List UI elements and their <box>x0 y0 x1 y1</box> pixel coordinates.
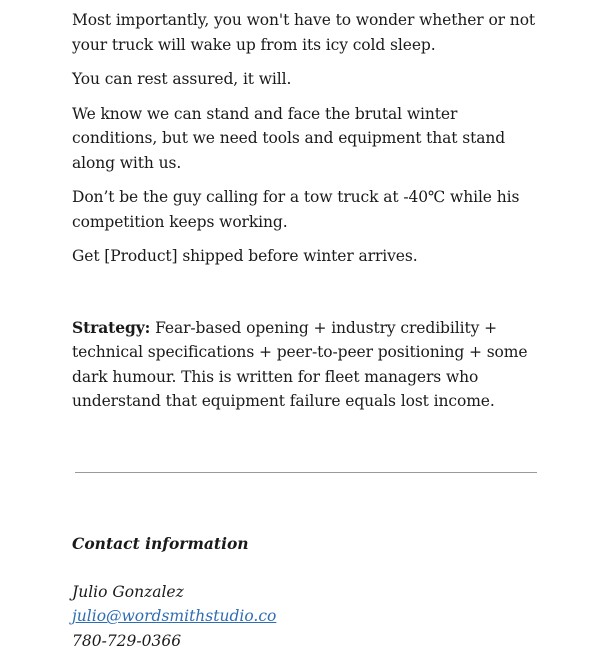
paragraph-call-to-action: Get [Product] shipped before winter arrives. <box>72 247 418 265</box>
contact-email-link[interactable]: julio@wordsmithstudio.co <box>72 607 277 625</box>
contact-phone: 780-729-0366 <box>72 631 182 650</box>
strategy-label: Strategy: <box>72 317 151 337</box>
paragraph-rest-assured: You can rest assured, it will. <box>72 70 292 88</box>
paragraph-tow-truck: Don’t be the guy calling for a tow truck at -40℃ while his competition keeps working. <box>72 188 520 231</box>
document-body <box>72 8 544 424</box>
section-divider <box>75 472 537 473</box>
paragraph-wake-up: Most importantly, you won't have to wonder whether or not your truck will wake up from its icy cold sleep. <box>72 11 536 54</box>
contact-heading: Contact information <box>72 534 249 553</box>
strategy-text: Fear-based opening + industry credibility + technical specifications + peer-to-peer positioning + some dark humour. This is written for fleet managers who understand that equipment failure equals lost income. <box>72 318 528 410</box>
paragraph-winter-conditions: We know we can stand and face the brutal winter conditions, but we need tools and equipment that stand along with us. <box>72 104 506 172</box>
strategy-paragraph <box>72 316 544 414</box>
contact-details <box>72 580 544 654</box>
contact-name: Julio Gonzalez <box>72 582 184 601</box>
contact-section <box>72 532 544 653</box>
